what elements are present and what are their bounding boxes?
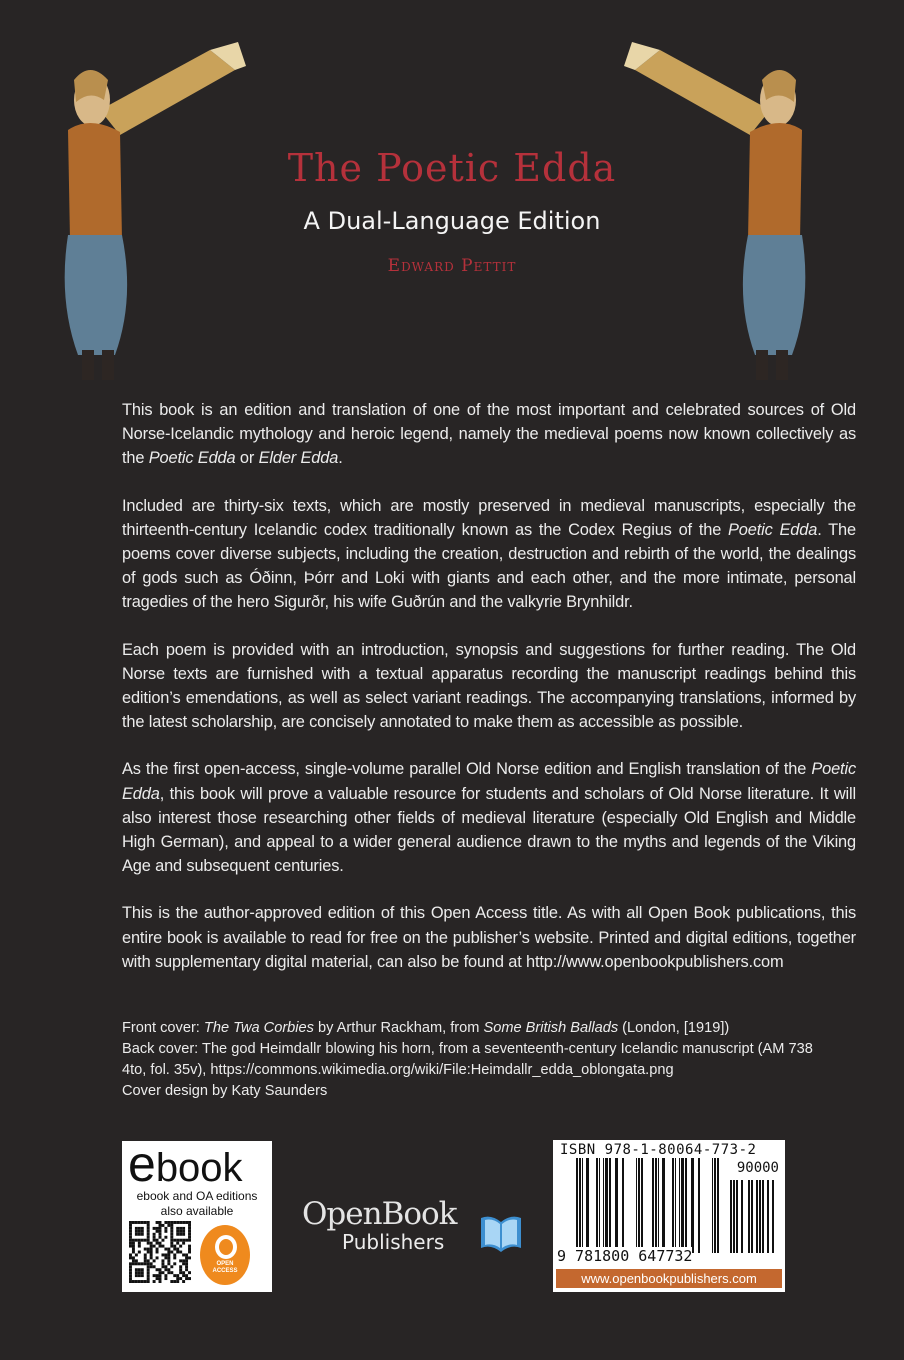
blurb-paragraph-segment: Poetic Edda (122, 760, 856, 803)
blurb-paragraph (122, 757, 856, 878)
barcode-bar (599, 1158, 600, 1253)
barcode-bar (675, 1158, 676, 1253)
barcode-bar (622, 1158, 624, 1253)
blurb-paragraph (122, 494, 856, 615)
credit-line (122, 1060, 862, 1081)
barcode-bar (733, 1180, 735, 1253)
credit-line (122, 1081, 862, 1102)
barcode-bar (772, 1180, 774, 1253)
barcode-bar (736, 1180, 738, 1253)
barcode-bar (638, 1158, 640, 1253)
barcode-bar (609, 1158, 611, 1253)
blurb-paragraph-segment: As the first open-access, single-volume parallel Old Norse edition and English translation of the (122, 760, 812, 779)
blurb-paragraph-segment: Each poem is provided with an introduction, synopsis and suggestions for further reading. The Old Norse texts are furnished with a textual apparatus recording the manuscript readings behind this edition’s emendations, as well as select variant readings. The accompanying translations, informed by the latest scholarship, are concisely annotated to make them as accessible as possible. (122, 640, 856, 732)
publisher-url: www.openbookpublishers.com (556, 1269, 782, 1288)
credit-line (122, 1039, 862, 1060)
barcode-bar (652, 1158, 654, 1253)
blurb-paragraph-segment: or (235, 449, 259, 468)
barcode-bar (714, 1158, 716, 1253)
barcode-bar (662, 1158, 665, 1253)
isbn-barcode (553, 1140, 785, 1292)
price-code: 90000 (736, 1160, 779, 1176)
barcode-bar (756, 1180, 758, 1253)
barcode-bar (672, 1158, 674, 1253)
oa-line1: OPEN (216, 1261, 234, 1267)
credit-line-segment: Some British Ballads (483, 1020, 619, 1036)
ebook-line1: ebook and OA editions (136, 1189, 258, 1203)
credit-line-segment: by Arthur Rackham, from (313, 1020, 484, 1036)
blurb-paragraph-segment: Poetic Edda (148, 449, 236, 468)
barcode-bar (767, 1180, 769, 1253)
barcode-bar (596, 1158, 598, 1253)
qr-code-icon (129, 1221, 191, 1283)
barcode-bar (730, 1180, 732, 1253)
blurb-paragraph-segment: , this book will prove a valuable resource for students and scholars of Old Norse literature. It will also interest those researching other fields of medieval literature (especially Old English and Middle High German), and appeal to a wider general audience drawn to the myths and legends of the Viking Age and subsequent centuries. (122, 784, 856, 876)
ebook-line2: also available (160, 1204, 234, 1218)
blurb-paragraph-segment: This is the author-approved edition of this Open Access title. As with all Open Book publications, this entire book is available to read for free on the publisher’s website. Printed and digital editions, together with supplementary digital material, can also be found at http://www.openbookpublishers.com (122, 904, 856, 971)
blurb-paragraph-segment: This book is an edition and translation of one of the most important and celebrated sources of Old Norse-Icelandic mythology and heroic legend, namely the medieval poems now known collectively as the (122, 401, 856, 468)
barcode-bar (717, 1158, 719, 1253)
publisher-name-line2: Publishers (342, 1230, 445, 1254)
book-subtitle: A Dual-Language Edition (303, 207, 601, 235)
barcode-bar (748, 1180, 750, 1253)
credit-line-segment: Back cover: The god Heimdallr blowing his horn, from a seventeenth-century Icelandic manuscript (AM 738 (122, 1041, 813, 1057)
barcode-bar (586, 1158, 589, 1253)
blurb (122, 398, 856, 997)
book-author: Edward Pettit (387, 256, 517, 276)
publisher-name-line1: OpenBook (302, 1196, 457, 1232)
ebook-badge (122, 1136, 272, 1292)
blurb-paragraph-segment: Included are thirty-six texts, which are mostly preserved in medieval manuscripts, especially the thirteenth-century Icelandic codex traditionally known as the Codex Regius of the (122, 496, 856, 539)
barcode-bar (615, 1158, 618, 1253)
blurb-paragraph-segment: Elder Edda (258, 449, 339, 468)
credit-line (122, 1018, 862, 1039)
barcode-number: 9 781800 647732 (557, 1247, 693, 1265)
barcode-bar (641, 1158, 643, 1253)
barcode-bar (679, 1158, 680, 1253)
barcode-bar (605, 1158, 608, 1253)
blurb-paragraph-segment: . (338, 449, 343, 468)
barcode-bar (579, 1158, 581, 1253)
publisher-logo (302, 1196, 457, 1254)
blurb-paragraph (122, 901, 856, 974)
credit-line-segment: Front cover: (122, 1020, 204, 1036)
credit-line-segment: (London, [1919]) (618, 1020, 730, 1036)
ebook-e-letter: e (128, 1136, 156, 1192)
barcode-bar (582, 1158, 583, 1253)
barcode-bar (712, 1158, 713, 1253)
blurb-paragraph-segment: Poetic Edda (728, 520, 818, 539)
barcode-bar (576, 1158, 578, 1253)
barcode-bar (759, 1180, 761, 1253)
barcode-bar (685, 1158, 687, 1253)
barcode-bar (603, 1158, 604, 1253)
barcode-bar (691, 1158, 694, 1253)
barcode-bar (751, 1180, 753, 1253)
barcode-bar (698, 1158, 700, 1253)
credit-line-segment: The Twa Corbies (203, 1020, 314, 1036)
credit-line-segment: 4to, fol. 35v), https://commons.wikimedia.org/wiki/File:Heimdallr_edda_oblongata.png (122, 1062, 674, 1078)
credit-line-segment: Cover design by Katy Saunders (122, 1083, 328, 1099)
book-title: The Poetic Edda (287, 146, 617, 190)
blurb-paragraph (122, 398, 856, 471)
open-book-icon (477, 1208, 525, 1256)
blurb-paragraph (122, 638, 856, 735)
barcode-bar (655, 1158, 657, 1253)
barcode-bar (636, 1158, 637, 1253)
cover-credits (122, 1018, 862, 1102)
oa-line2: ACCESS (212, 1268, 238, 1274)
barcode-bar (681, 1158, 684, 1253)
barcode-bar (762, 1180, 764, 1253)
isbn-text: ISBN 978-1-80064-773-2 (560, 1142, 757, 1158)
ebook-word: book (155, 1146, 243, 1190)
barcode-bars (568, 1158, 778, 1258)
open-access-icon (200, 1225, 250, 1285)
barcode-bar (658, 1158, 659, 1253)
blurb-paragraph-segment: . The poems cover diverse subjects, including the creation, destruction and rebirth of the world, the dealings of gods such as Óðinn, Þórr and Loki with giants and each other, and the more intimate, personal tragedies of the hero Sigurðr, his wife Guðrún and the valkyrie Brynhildr. (122, 520, 856, 612)
barcode-bar (741, 1180, 743, 1253)
